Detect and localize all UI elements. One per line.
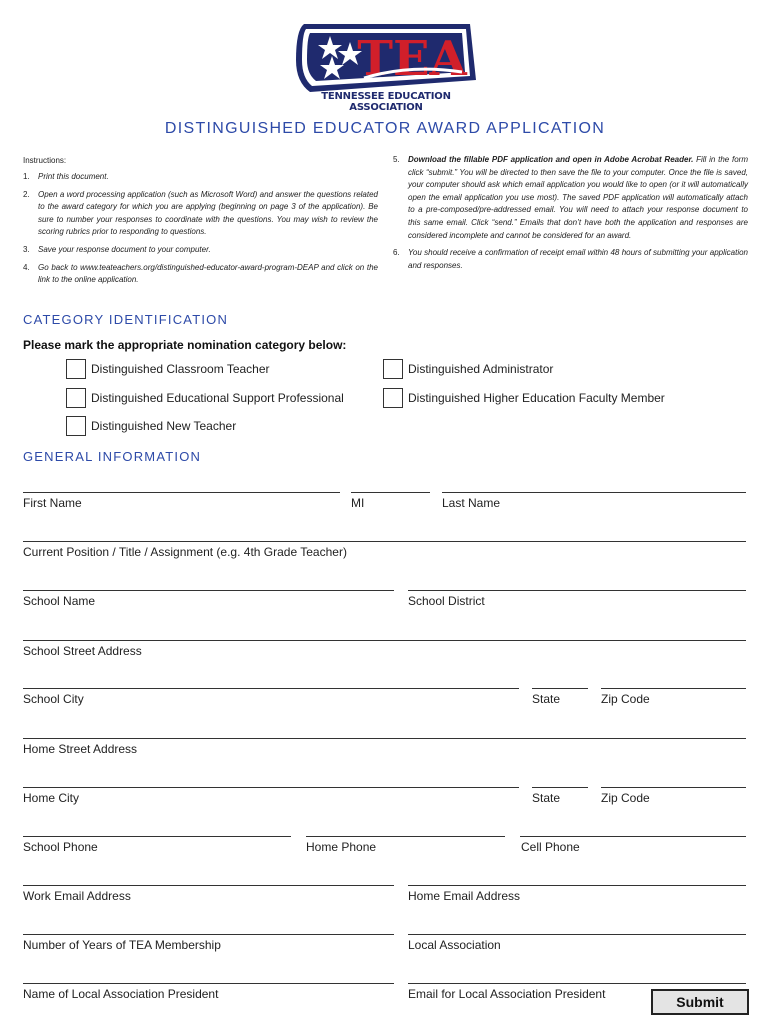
- instruction-bold-text: Download the fillable PDF application and open in Adobe Acrobat Reader.: [408, 155, 694, 164]
- instructions-right: [393, 154, 748, 277]
- page-title: DISTINGUISHED EDUCATOR AWARD APPLICATION: [164, 120, 606, 137]
- label-administrator: Distinguished Administrator: [408, 362, 554, 376]
- school-state-label: State: [532, 692, 561, 706]
- home-phone-label: Home Phone: [306, 840, 377, 854]
- position-label: Current Position / Title / Assignment (e.g. 4th Grade Teacher): [23, 545, 347, 559]
- home-zip-field[interactable]: [601, 787, 746, 788]
- work-email-field[interactable]: [23, 885, 394, 886]
- instruction-item: [23, 244, 378, 257]
- tea-logo-text: TEA: [357, 31, 467, 87]
- school-city-label: School City: [23, 692, 84, 706]
- local-association-label: Local Association: [408, 938, 501, 952]
- instruction-number: 1.: [23, 172, 30, 181]
- home-state-label: State: [532, 791, 561, 805]
- mi-field[interactable]: [351, 492, 430, 493]
- local-association-field[interactable]: [408, 934, 746, 935]
- instructions-left: [23, 171, 378, 292]
- school-district-label: School District: [408, 594, 485, 608]
- home-city-label: Home City: [23, 791, 80, 805]
- work-email-label: Work Email Address: [23, 889, 131, 903]
- checkbox-educational-support-professional[interactable]: [66, 388, 86, 408]
- last-name-label: Last Name: [442, 496, 501, 510]
- submit-button[interactable]: Submit: [651, 989, 749, 1015]
- school-city-field[interactable]: [23, 688, 519, 689]
- instruction-text: Go back to www.teateachers.org/distinguished-educator-award-program-DEAP and click on the link to the online application.: [38, 262, 378, 285]
- school-name-label: School Name: [23, 594, 96, 608]
- instruction-text: [408, 154, 748, 242]
- checkbox-higher-education-faculty[interactable]: [383, 388, 403, 408]
- home-phone-field[interactable]: [306, 836, 505, 837]
- label-new-teacher: Distinguished New Teacher: [91, 419, 237, 433]
- school-name-field[interactable]: [23, 590, 394, 591]
- instruction-number: 4.: [23, 262, 30, 272]
- school-street-label: School Street Address: [23, 644, 142, 658]
- school-state-field[interactable]: [532, 688, 588, 689]
- instruction-number: 2.: [23, 189, 30, 199]
- instruction-item: [23, 171, 378, 184]
- label-educational-support-professional: Distinguished Educational Support Professional: [91, 391, 344, 405]
- school-phone-label: School Phone: [23, 840, 98, 854]
- cell-phone-field[interactable]: [520, 836, 746, 837]
- label-higher-education-faculty: Distinguished Higher Education Faculty Member: [408, 391, 665, 405]
- home-email-field[interactable]: [408, 885, 746, 886]
- label-classroom-teacher: Distinguished Classroom Teacher: [91, 362, 270, 376]
- instruction-text: Open a word processing application (such as Microsoft Word) and answer the questions related to the award category for which you are applying (beginning on page 3 of the application). Be sure to number your responses to coordinate with the questions. You may wish to review the scoring rubrics prior to responding to questions.: [38, 189, 378, 237]
- last-name-field[interactable]: [442, 492, 746, 493]
- instruction-item: [393, 247, 748, 272]
- president-email-field[interactable]: [408, 983, 746, 984]
- checkbox-new-teacher[interactable]: [66, 416, 86, 436]
- checkbox-classroom-teacher[interactable]: [66, 359, 86, 379]
- cell-phone-label: Cell Phone: [521, 840, 580, 854]
- instruction-text: Save your response document to your computer.: [38, 244, 211, 254]
- position-field[interactable]: [23, 541, 746, 542]
- home-street-field[interactable]: [23, 738, 746, 739]
- home-city-field[interactable]: [23, 787, 519, 788]
- instruction-text: You should receive a confirmation of receipt email within 48 hours of submitting your application and responses.: [408, 248, 748, 270]
- general-info-heading: GENERAL INFORMATION: [23, 449, 202, 464]
- category-prompt: Please mark the appropriate nomination category below:: [23, 338, 347, 352]
- instruction-item: [23, 189, 378, 239]
- home-state-field[interactable]: [532, 787, 588, 788]
- home-zip-label: Zip Code: [601, 791, 650, 805]
- logo-subtitle: TENNESSEE EDUCATION ASSOCIATION: [321, 91, 451, 113]
- category-heading: CATEGORY IDENTIFICATION: [23, 312, 229, 327]
- president-name-label: Name of Local Association President: [23, 987, 219, 1001]
- instruction-rest-text: Fill in the form click “submit.” You will be directed to then save the file to your computer. Once the file is saved, your computer should ask which email application you would like to open (or it will automatically open the email application you use most). The saved PDF application will automatically attach to a pre-composed/pre-addressed email. You will need to attach your response document to this same email. Click “send.” Emails that don’t have both the application and responses are considered incomplete and cannot be considered for an award.: [408, 155, 748, 240]
- president-email-label: Email for Local Association President: [408, 987, 606, 1001]
- home-street-label: Home Street Address: [23, 742, 138, 756]
- home-email-label: Home Email Address: [408, 889, 521, 903]
- instruction-number: 6.: [393, 248, 400, 258]
- checkbox-administrator[interactable]: [383, 359, 403, 379]
- school-street-field[interactable]: [23, 640, 746, 641]
- instructions-heading: Instructions:: [23, 156, 67, 165]
- mi-label: MI: [351, 496, 365, 510]
- school-zip-label: Zip Code: [601, 692, 650, 706]
- first-name-field[interactable]: [23, 492, 340, 493]
- instruction-number: 3.: [23, 244, 30, 254]
- years-membership-label: Number of Years of TEA Membership: [23, 938, 221, 952]
- instruction-item: [393, 154, 748, 242]
- first-name-label: First Name: [23, 496, 82, 510]
- school-zip-field[interactable]: [601, 688, 746, 689]
- instruction-number: 5.: [393, 155, 400, 164]
- president-name-field[interactable]: [23, 983, 394, 984]
- instruction-text: Print this document.: [38, 172, 109, 181]
- school-district-field[interactable]: [408, 590, 746, 591]
- school-phone-field[interactable]: [23, 836, 291, 837]
- instruction-item: [23, 262, 378, 287]
- years-membership-field[interactable]: [23, 934, 394, 935]
